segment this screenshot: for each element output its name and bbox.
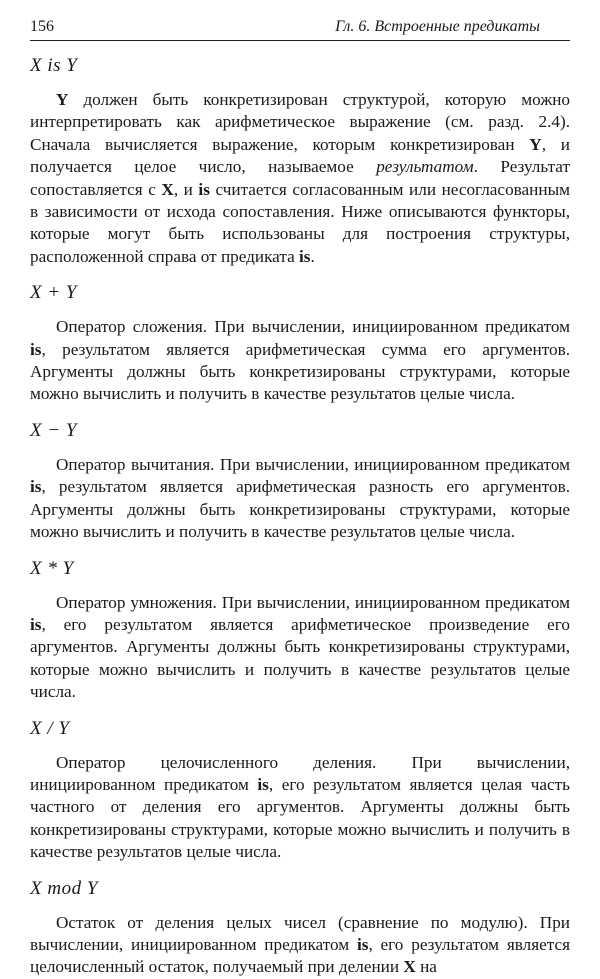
- bold-term: is: [257, 774, 269, 794]
- text-run: Оператор сложения. При вычислении, инициированном предикатом: [56, 317, 570, 337]
- running-header: [30, 18, 570, 41]
- italic-term: результатом: [376, 157, 474, 177]
- bold-term: X: [161, 179, 174, 199]
- bold-term: Y: [529, 134, 542, 154]
- text-run: Оператор целочисленного деления. При вычислении, инициированном предикатом: [30, 752, 570, 794]
- definition-section: [30, 558, 570, 704]
- definition-heading: X / Y: [30, 717, 70, 739]
- definition-section: [30, 878, 570, 979]
- text-run: .: [310, 246, 315, 266]
- definition-section: [30, 718, 570, 864]
- definition-paragraph: [30, 752, 570, 864]
- bold-term: is: [198, 179, 210, 199]
- definition-section: [30, 282, 570, 406]
- text-run: Оператор вычитания. При вычислении, инициированном предикатом: [56, 454, 570, 474]
- definition-section: [30, 55, 570, 268]
- definition-heading: X is Y: [30, 55, 78, 76]
- text-run: , результатом является арифметическая сумма его аргументов. Аргументы должны быть конкретизированы структурами, которые можно вычислить и получить в качестве результатов целые числа.: [30, 339, 570, 404]
- definition-paragraph: [30, 89, 570, 268]
- definition-heading: X mod Y: [30, 877, 98, 899]
- bold-term: X: [403, 957, 416, 977]
- bold-term: is: [299, 246, 311, 266]
- definition-paragraph: [30, 592, 570, 704]
- definition-paragraph: [30, 454, 570, 544]
- text-run: . Результат сопоставляется с: [30, 157, 570, 199]
- text-run: , его результатом является арифметическое произведение его аргументов. Аргументы должны быть конкретизированы структурами, которые можно вычислить и получить в качестве результатов целые числа.: [30, 614, 570, 702]
- text-run: , его результатом является целочисленный остаток, получаемый при делении: [30, 934, 570, 977]
- book-page: [30, 18, 570, 979]
- definition-heading: X * Y: [30, 557, 74, 579]
- bold-term: is: [30, 614, 42, 634]
- chapter-title: Гл. 6. Встроенные предикаты: [335, 18, 540, 35]
- sections-container: [30, 55, 570, 979]
- text-run: , результатом является арифметическая разность его аргументов. Аргументы должны быть конкретизированы структурами, которые можно вычислить и получить в качестве результатов целые числа.: [30, 477, 570, 542]
- bold-term: Y: [56, 90, 69, 109]
- definition-heading: X + Y: [30, 282, 77, 304]
- definition-section: [30, 420, 570, 544]
- bold-term: is: [30, 477, 42, 497]
- page-number: 156: [30, 18, 54, 35]
- text-run: Остаток от деления целых чисел (сравнение по модулю). При вычислении, инициированном предикатом: [30, 912, 570, 954]
- definition-heading: X − Y: [30, 419, 77, 441]
- definition-paragraph: [30, 316, 570, 406]
- text-run: считается согласованным или несогласованным в зависимости от исхода сопоставления. Ниже описываются функторы, которые могут быть использованы для построения структуры, расположенной справа от предиката: [30, 179, 570, 266]
- bold-term: is: [30, 339, 42, 359]
- bold-term: is: [356, 934, 369, 954]
- text-run: должен быть конкретизирован структурой, которую можно интерпретировать как арифметическое выражение (см. разд. 2.4). Сначала вычисляется выражение, которым конкретизирован: [30, 90, 570, 154]
- text-run: , и получается целое число, называемое: [30, 134, 570, 177]
- text-run: на: [415, 957, 437, 977]
- text-run: , и: [173, 179, 199, 199]
- text-run: , его результатом является целая часть частного от деления его аргументов. Аргументы должны быть конкретизированы структурами, которые можно вычислить и получить в качестве результатов целые числа.: [30, 774, 570, 862]
- text-run: Оператор умножения. При вычислении, инициированном предикатом: [56, 592, 570, 612]
